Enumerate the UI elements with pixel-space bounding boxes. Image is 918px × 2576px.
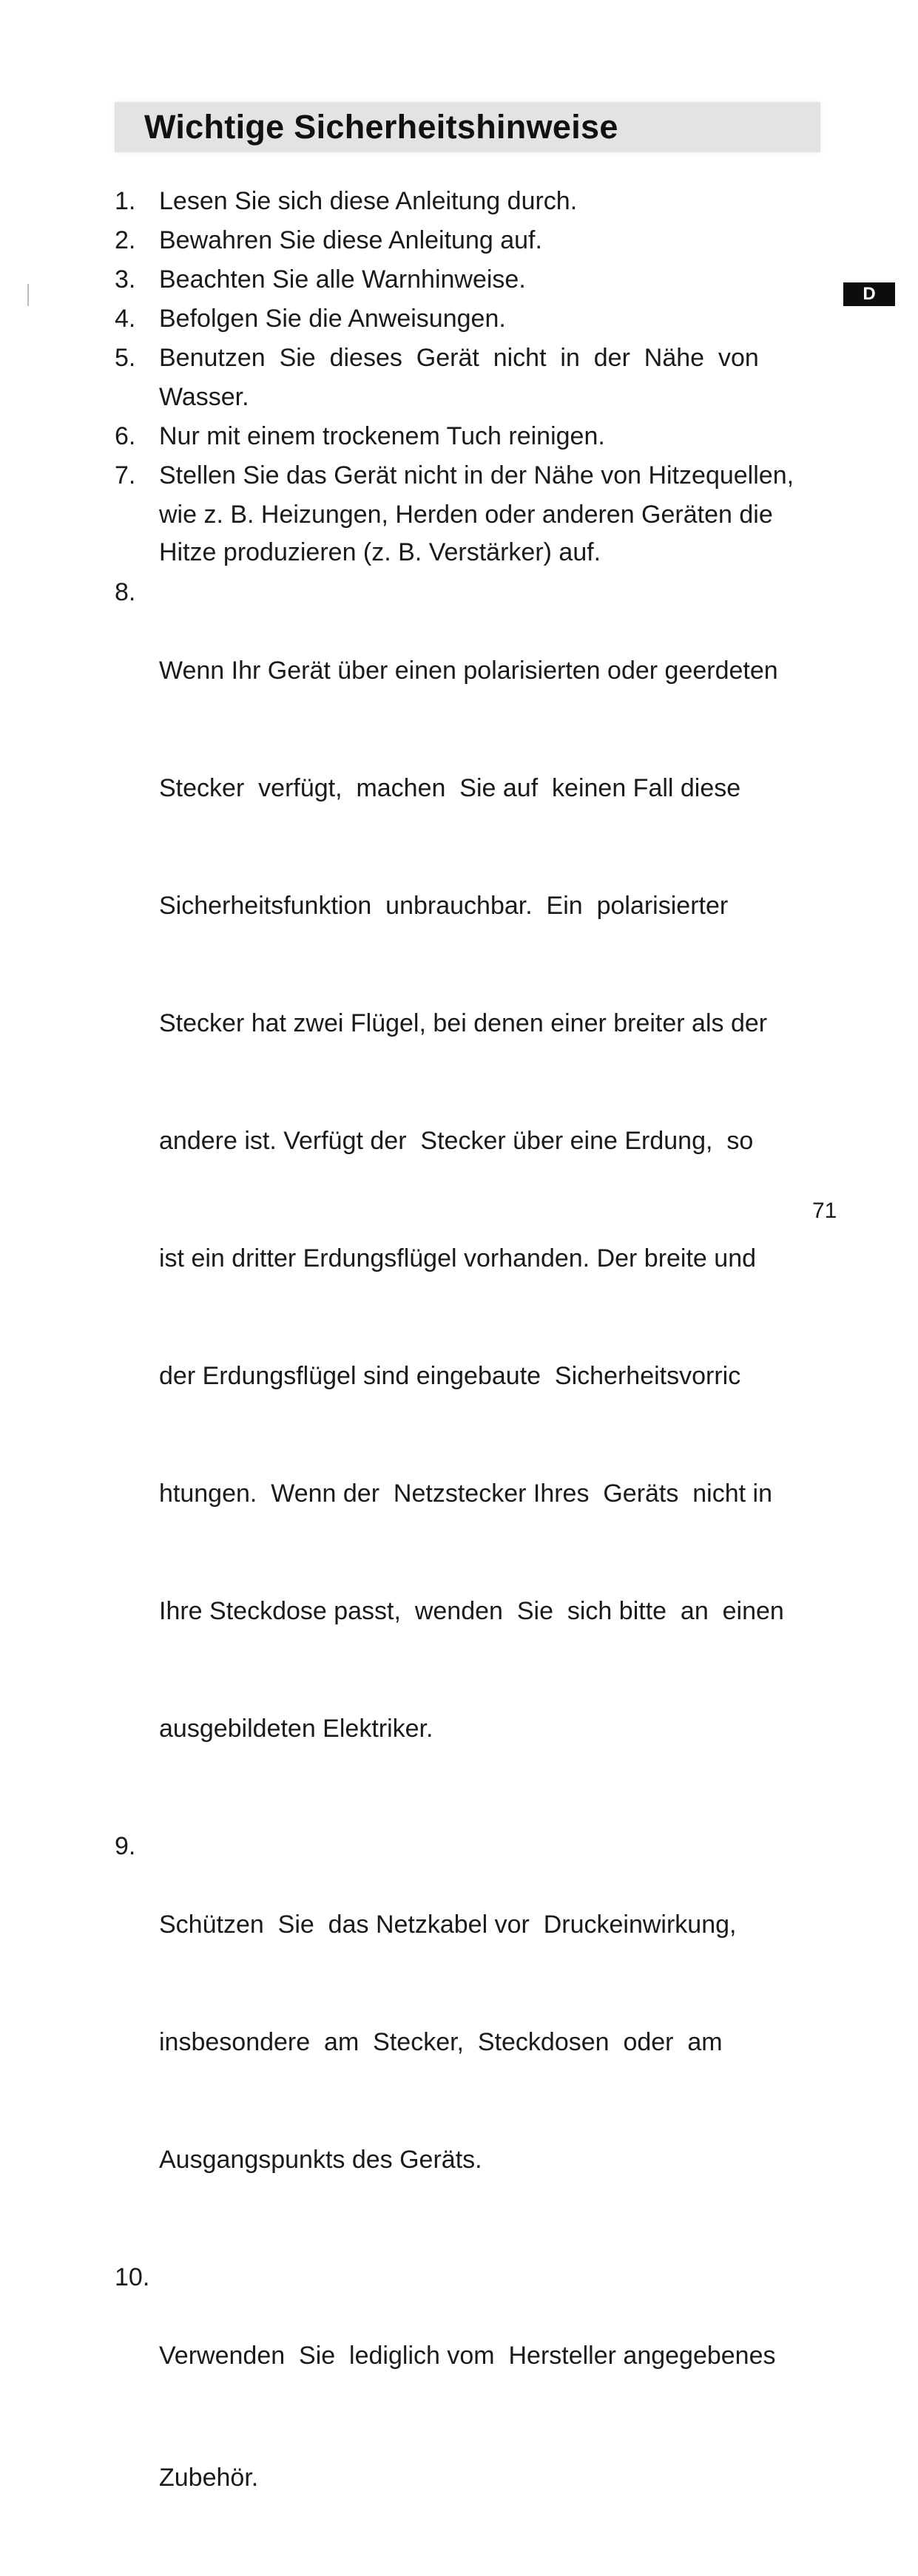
item-line: Sicherheitsfunktion unbrauchbar. Ein polarisierter bbox=[159, 892, 729, 920]
item-line: der Erdungsflügel sind eingebaute Sicherheitsvorric bbox=[159, 1362, 741, 1390]
item-line: ist ein dritter Erdungsflügel vorhanden. Der breite und bbox=[159, 1244, 757, 1272]
item-number: 3. bbox=[115, 265, 136, 294]
page-title: Wichtige Sicherheitshinweise bbox=[144, 108, 618, 146]
item-line: Wasser. bbox=[159, 383, 249, 411]
item-line: Bewahren Sie diese Anleitung auf. bbox=[159, 226, 542, 254]
item-number: 2. bbox=[115, 226, 136, 254]
item-line: Benutzen Sie dieses Gerät nicht in der Nähe von bbox=[159, 344, 759, 372]
item-text bbox=[159, 221, 825, 260]
item-line: Befolgen Sie die Anweisungen. bbox=[159, 305, 506, 333]
item-text bbox=[159, 573, 825, 1827]
item-text bbox=[159, 2258, 825, 2576]
list-item bbox=[115, 299, 825, 339]
item-number: 10. bbox=[115, 2263, 150, 2291]
item-line: Zubehör. bbox=[159, 2464, 259, 2492]
item-line: Beachten Sie alle Warnhinweise. bbox=[159, 265, 526, 294]
item-line: Stecker verfügt, machen Sie auf keinen Fall diese bbox=[159, 774, 741, 802]
list-item bbox=[115, 339, 825, 417]
list-item bbox=[115, 182, 825, 221]
item-text bbox=[159, 417, 825, 456]
list-item bbox=[115, 456, 825, 570]
item-line: Verwenden Sie lediglich vom Hersteller angegebenes bbox=[159, 2342, 776, 2370]
item-text bbox=[159, 1827, 825, 2258]
safety-instructions-list bbox=[115, 182, 825, 2576]
item-line: Stellen Sie das Gerät nicht in der Nähe von Hitzequellen, bbox=[159, 461, 794, 489]
item-line: andere ist. Verfügt der Stecker über eine Erdung, so bbox=[159, 1127, 754, 1155]
item-number: 5. bbox=[115, 344, 136, 372]
item-line: Ihre Steckdose passt, wenden Sie sich bitte an einen bbox=[159, 1597, 784, 1625]
item-line: Ausgangspunkts des Geräts. bbox=[159, 2146, 482, 2174]
list-item bbox=[115, 1827, 825, 2258]
item-text bbox=[159, 182, 825, 221]
item-line: Schützen Sie das Netzkabel vor Druckeinwirkung, bbox=[159, 1911, 737, 1939]
item-line: Stecker hat zwei Flügel, bei denen einer breiter als der bbox=[159, 1009, 768, 1037]
item-number: 9. bbox=[115, 1832, 136, 1860]
item-line: insbesondere am Stecker, Steckdosen oder am bbox=[159, 2028, 723, 2056]
item-number: 7. bbox=[115, 461, 136, 489]
item-number: 8. bbox=[115, 578, 136, 606]
item-text bbox=[159, 260, 825, 299]
item-number: 6. bbox=[115, 422, 136, 450]
item-line: Hitze produzieren (z. B. Verstärker) auf. bbox=[159, 538, 601, 566]
language-tab: D bbox=[843, 282, 895, 306]
item-line: Lesen Sie sich diese Anleitung durch. bbox=[159, 187, 578, 215]
list-item bbox=[115, 2258, 825, 2576]
item-line: wie z. B. Heizungen, Herden oder anderen Geräten die bbox=[159, 501, 773, 529]
margin-mark bbox=[27, 284, 29, 306]
title-bar bbox=[115, 102, 820, 152]
item-text bbox=[159, 456, 825, 570]
list-item bbox=[115, 417, 825, 456]
item-line: Wenn Ihr Gerät über einen polarisierten oder geerdeten bbox=[159, 657, 778, 685]
list-item bbox=[115, 573, 825, 1827]
item-text bbox=[159, 339, 825, 417]
item-text bbox=[159, 299, 825, 339]
item-line: Nur mit einem trockenem Tuch reinigen. bbox=[159, 422, 605, 450]
item-line: htungen. Wenn der Netzstecker Ihres Geräts nicht in bbox=[159, 1479, 772, 1508]
item-number: 4. bbox=[115, 305, 136, 333]
item-number: 1. bbox=[115, 187, 136, 215]
item-line: ausgebildeten Elektriker. bbox=[159, 1715, 433, 1743]
list-item bbox=[115, 260, 825, 299]
page-number: 71 bbox=[812, 1199, 837, 1223]
list-item bbox=[115, 221, 825, 260]
